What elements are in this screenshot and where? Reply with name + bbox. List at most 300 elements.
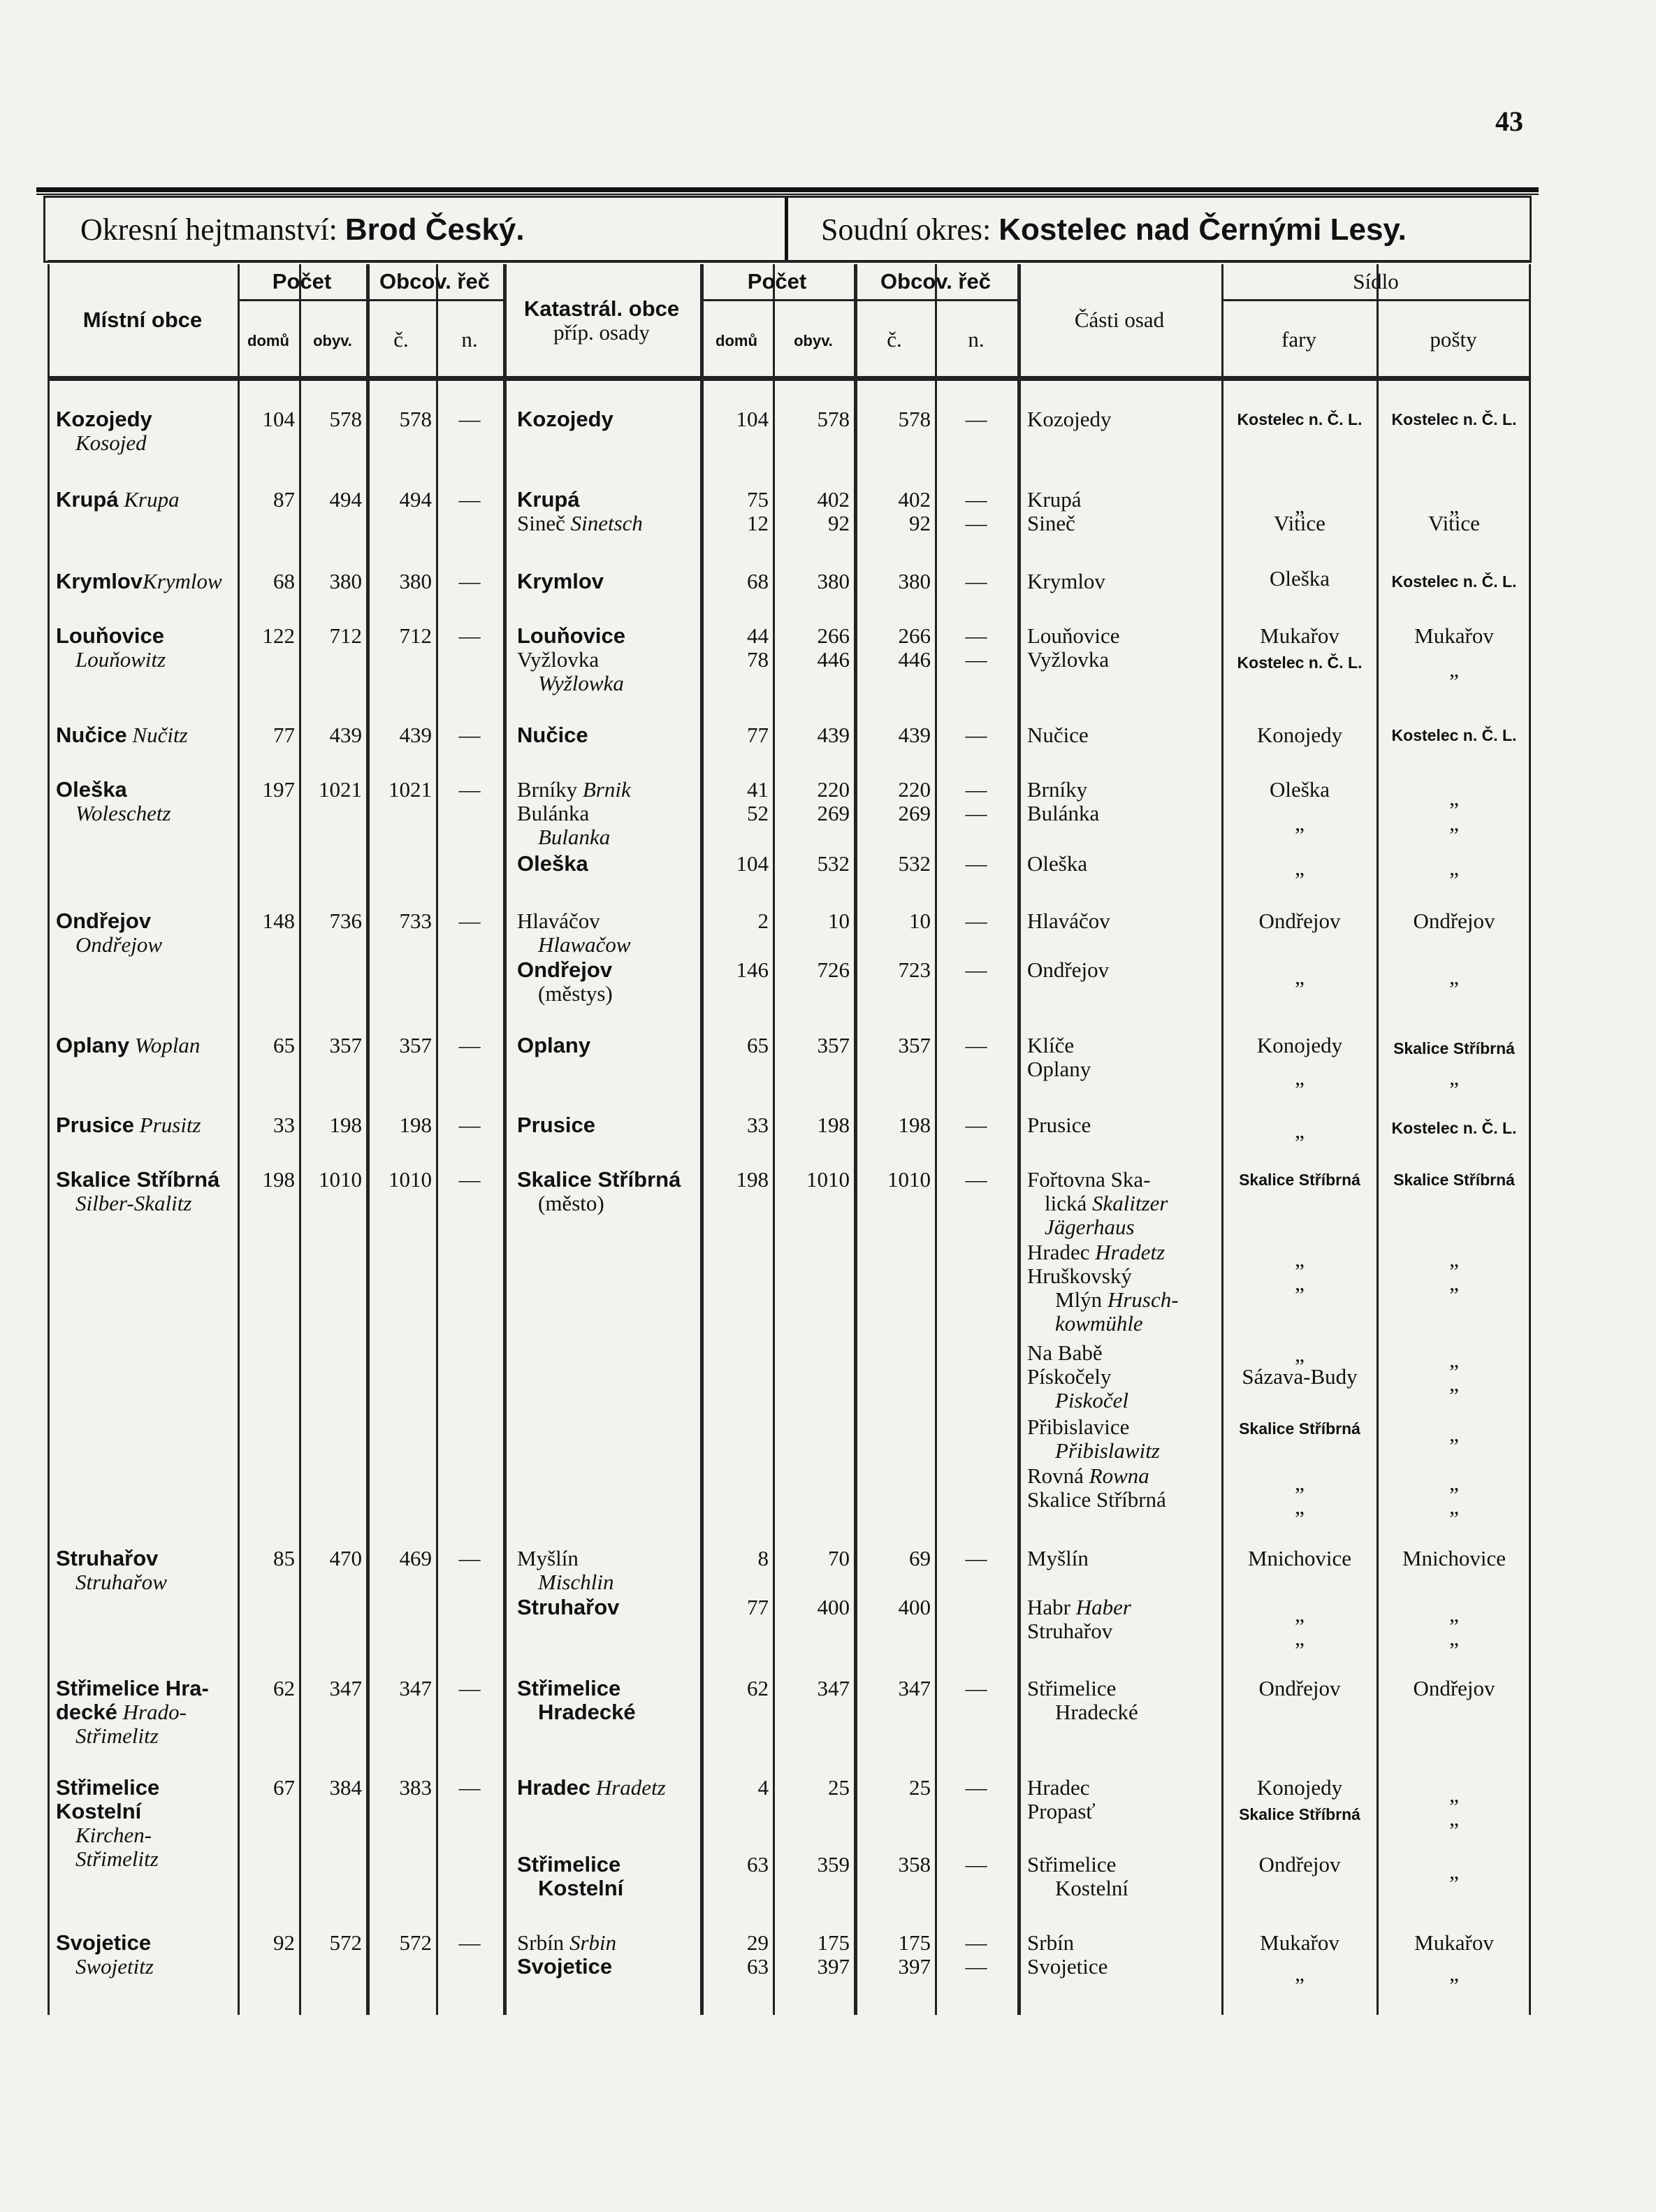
part-name: Prusice [1027,1113,1091,1137]
part-name: Vyžlovka [1027,647,1110,672]
cell-n: — [965,511,987,535]
part-name: Hradec [1027,1775,1090,1800]
seat-fara: „ [1295,1271,1305,1295]
cell-c: 723 [898,957,931,982]
cell-domu: 12 [747,511,769,535]
seat-fara: Kostelec n. Č. L. [1237,410,1363,428]
seat-fara: Ondřejov [1258,1852,1341,1877]
cadastral-german: Mischlin [538,1570,614,1594]
part-name: Struhařov [1027,1619,1113,1643]
seat-fara: „ [1295,1602,1305,1626]
cadastral-name: Sineč Sinetsch [517,511,643,535]
cell-c: 1010 [887,1167,931,1192]
cadastral-german: Hlawačow [538,932,631,957]
cadastral-german: Wyžlowka [538,671,624,695]
grid-line [48,264,50,2015]
cell-obyv: 446 [817,647,850,672]
seat-fara: Skalice Stříbrná [1239,1171,1360,1189]
seat-fara: Mukařov [1260,623,1339,648]
seat-posta: „ [1449,964,1459,989]
col-obcov-rec-2: Obcov. řeč [880,269,991,294]
seat-fara: „ [1295,855,1305,880]
cell-domu: 122 [262,623,295,648]
seat-posta: Mukařov [1414,1930,1494,1955]
part-name: Krymlov [1027,569,1105,593]
part-name: lická Skalitzer [1045,1191,1168,1215]
grid-line [1377,264,1379,2015]
grid-line [1221,264,1223,2015]
cell-obyv: 397 [817,1954,850,1979]
court-label: Soudní okres: [821,212,992,247]
cell-c: 494 [399,487,432,512]
seat-fara: „ [1295,1626,1305,1650]
seat-posta: „ [1449,1602,1459,1626]
seat-fara: Konojedy [1256,1033,1343,1057]
seat-posta: Mnichovice [1402,1546,1506,1570]
top-rule-thick [36,187,1539,192]
col-obyv: obyv. [313,332,352,349]
cell-c: 439 [399,723,432,747]
cell-domu: 148 [262,909,295,933]
cell-n: — [965,1775,987,1800]
seat-posta: „ [1449,1494,1459,1519]
cell-c: 439 [898,723,931,747]
cell-obyv: 198 [329,1113,362,1137]
cell-obyv: 25 [828,1775,850,1800]
cell-n: — [965,777,987,802]
col-obyv-2: obyv. [794,332,833,349]
col-katastral-2: příp. osady [553,320,650,345]
cell-domu: 146 [736,957,769,982]
cell-n: — [458,1676,481,1700]
cell-c: 733 [399,909,432,933]
part-german: kowmühle [1055,1311,1143,1336]
seat-fara: Skalice Stříbrná [1239,1805,1360,1823]
cadastral-name: Srbín Srbin [517,1930,617,1955]
cell-domu: 78 [747,647,769,672]
grid-line [48,260,1530,262]
cell-domu: 104 [736,851,769,876]
seat-fara: „ [1295,1247,1305,1271]
seat-posta: Vitice [1428,511,1480,535]
cell-obyv: 1010 [806,1167,850,1192]
seat-fara: Oleška [1269,777,1330,802]
page-number: 43 [1495,106,1523,137]
cell-c: 397 [898,1954,931,1979]
cell-domu: 44 [747,623,769,648]
seat-posta: „ [1449,493,1459,518]
cadastral-name: Kozojedy [517,407,613,431]
district-heading [80,212,525,247]
cell-obyv: 357 [329,1033,362,1057]
cadastral-name: Hradec Hradetz [517,1775,666,1800]
cadastral-note: (město) [538,1191,604,1215]
cell-n: — [965,851,987,876]
cell-obyv: 1021 [319,777,362,802]
part-name: Sineč [1027,511,1075,535]
cell-obyv: 92 [828,511,850,535]
cell-n: — [965,487,987,512]
part-name: Bulánka [1027,801,1100,825]
cell-c: 269 [898,801,931,825]
seat-fara: Ondřejov [1258,909,1341,933]
cell-c: 10 [909,909,931,933]
seat-fara: „ [1295,493,1305,518]
cell-n: — [965,1033,987,1057]
seat-posta: „ [1449,1859,1459,1884]
cell-domu: 85 [273,1546,295,1570]
seat-posta: „ [1449,855,1459,880]
cell-obyv: 439 [329,723,362,747]
grid-line [436,264,438,2015]
cell-c: 92 [909,511,931,535]
cadastral-name: Brníky Brnik [517,777,631,802]
cell-domu: 63 [747,1852,769,1877]
cell-obyv: 70 [828,1546,850,1570]
municipality-name: Prusice Prusitz [56,1113,201,1137]
seat-fara: „ [1295,1470,1305,1495]
cell-n: — [458,1033,481,1057]
municipality-name: Nučice Nučitz [56,723,188,747]
cell-c: 469 [399,1546,432,1570]
seat-fara: „ [1295,1494,1305,1519]
municipality-name: Ondřejov [56,909,152,933]
cadastral-name: Myšlín [517,1546,579,1570]
municipality-name: Louňovice [56,623,165,648]
cell-c: 578 [898,407,931,431]
part-name: Kozojedy [1027,407,1112,431]
cell-domu: 77 [747,1595,769,1619]
col-obcov-rec: Obcov. řeč [379,269,490,294]
cell-c: 358 [898,1852,931,1877]
cell-n: — [965,1852,987,1877]
cadastral-name: Struhařov [517,1595,620,1619]
part-name: Hruškovský [1027,1264,1132,1288]
seat-fara: Konojedy [1256,1775,1343,1800]
cadastral-name: Louňovice [517,623,626,648]
cell-n: — [458,569,481,593]
seat-fara: „ [1295,1118,1305,1143]
seat-fara: Vitice [1274,511,1325,535]
seat-posta: „ [1449,786,1459,810]
cell-obyv: 494 [329,487,362,512]
seat-posta: „ [1449,1470,1459,1495]
cell-domu: 52 [747,801,769,825]
seat-posta: „ [1449,1371,1459,1396]
cadastral-note: (městys) [538,981,613,1006]
cell-n: — [458,407,481,431]
cell-domu: 41 [747,777,769,802]
cadastral-name: Skalice Stříbrná [517,1167,681,1192]
part-name: Ondřejov [1027,957,1110,982]
cell-obyv: 347 [817,1676,850,1700]
municipality-name-cont: decké Hrado- [56,1700,187,1724]
cell-c: 175 [898,1930,931,1955]
seat-fara: „ [1295,811,1305,835]
cell-n: — [458,1113,481,1137]
cell-obyv: 532 [817,851,850,876]
grid-line [700,299,1019,301]
municipality-name-cont: Kostelní [56,1799,142,1823]
cell-domu: 65 [747,1033,769,1057]
seat-posta: Skalice Stříbrná [1393,1171,1515,1189]
cell-obyv: 380 [329,569,362,593]
municipality-german: Silber-Skalitz [75,1191,192,1215]
cell-domu: 77 [273,723,295,747]
part-name: Mlýn Hrusch- [1055,1287,1179,1312]
cell-n: — [965,909,987,933]
part-german: Přibislawitz [1055,1438,1160,1463]
cell-n: — [965,1546,987,1570]
part-name: Přibislavice [1027,1415,1130,1439]
grid-line [299,264,301,2015]
cell-c: 347 [399,1676,432,1700]
cell-obyv: 10 [828,909,850,933]
cadastral-name: Oleška [517,851,588,876]
municipality-name: Krupá Krupa [56,487,180,512]
seat-posta: „ [1449,1961,1459,1986]
cell-c: 1010 [388,1167,432,1192]
cadastral-name: Střimelice [517,1852,621,1877]
cell-obyv: 578 [817,407,850,431]
cell-n: — [965,569,987,593]
cell-obyv: 402 [817,487,850,512]
header-divider [785,198,788,262]
municipality-name: Struhařov [56,1546,159,1570]
cell-n: — [458,777,481,802]
cell-obyv: 736 [329,909,362,933]
cell-domu: 67 [273,1775,295,1800]
part-name: Pískočely [1027,1364,1112,1389]
part-name: Hradec Hradetz [1027,1240,1165,1264]
cell-c: 712 [399,623,432,648]
part-name: Nučice [1027,723,1089,747]
cell-n: — [458,1546,481,1570]
seat-posta: Kostelec n. Č. L. [1391,572,1517,591]
cadastral-name: Hlaváčov [517,909,600,933]
col-pocet: Počet [272,269,332,294]
col-fary: fary [1281,327,1316,352]
col-sidlo: Sídlo [1353,269,1399,294]
cell-c: 400 [898,1595,931,1619]
seat-fara: „ [1295,1065,1305,1090]
cell-obyv: 712 [329,623,362,648]
seat-fara: Mukařov [1260,1930,1339,1955]
col-katastral: Katastrál. obce [523,296,680,321]
seat-fara: Kostelec n. Č. L. [1237,653,1363,672]
cell-c: 347 [898,1676,931,1700]
cell-domu: 29 [747,1930,769,1955]
cell-domu: 8 [757,1546,769,1570]
cell-domu: 65 [273,1033,295,1057]
municipality-german: Střimelitz [75,1723,159,1748]
municipality-name: Skalice Stříbrná [56,1167,220,1192]
cadastral-name: Krymlov [517,569,604,593]
cell-c: 357 [898,1033,931,1057]
seat-fara: Konojedy [1256,723,1343,747]
col-domu: domů [247,332,289,349]
cell-c: 402 [898,487,931,512]
cadastral-name: Bulánka [517,801,590,825]
col-c-2: č. [887,327,902,352]
seat-posta: „ [1449,1626,1459,1650]
cadastral-name: Střimelice [517,1676,621,1700]
cell-obyv: 380 [817,569,850,593]
col-n-2: n. [968,327,985,352]
cell-domu: 198 [262,1167,295,1192]
part-name: Na Babě [1027,1340,1103,1365]
seat-fara: Ondřejov [1258,1676,1341,1700]
cell-n: — [965,623,987,648]
seat-fara: Sázava-Budy [1242,1364,1358,1389]
cell-obyv: 347 [329,1676,362,1700]
col-casti-osad: Části osad [1074,308,1165,332]
municipality-name: KrymlovKrymlow [56,569,222,593]
part-name: Myšlín [1027,1546,1089,1570]
municipality-german: Louňowitz [75,647,166,672]
seat-fara: Oleška [1269,566,1330,591]
cadastral-name: Ondřejov [517,957,613,982]
cell-obyv: 439 [817,723,850,747]
municipality-german: Střimelitz [75,1846,159,1871]
part-name: Oleška [1027,851,1088,876]
cell-domu: 62 [273,1676,295,1700]
part-name: Rovná Rowna [1027,1463,1149,1488]
cadastral-name-cont: Kostelní [538,1876,624,1900]
cell-c: 198 [399,1113,432,1137]
cell-obyv: 470 [329,1546,362,1570]
seat-posta: Kostelec n. Č. L. [1391,726,1517,744]
cell-n: — [965,723,987,747]
municipality-german: Woleschetz [75,801,171,825]
cell-obyv: 1010 [319,1167,362,1192]
cell-n: — [458,723,481,747]
municipality-german: Struhařow [75,1570,167,1594]
municipality-name: Svojetice [56,1930,152,1955]
cell-obyv: 726 [817,957,850,982]
part-name: Hlaváčov [1027,909,1110,933]
cell-c: 446 [898,647,931,672]
cell-domu: 197 [262,777,295,802]
seat-posta: „ [1449,1347,1459,1372]
seat-posta: „ [1449,1806,1459,1830]
seat-fara: Mnichovice [1247,1546,1352,1570]
col-c: č. [393,327,409,352]
seat-posta: „ [1449,1271,1459,1295]
cadastral-name: Prusice [517,1113,596,1137]
part-name: Brníky [1027,777,1088,802]
cell-domu: 198 [736,1167,769,1192]
cell-n: — [965,1167,987,1192]
cadastral-name: Oplany [517,1033,591,1057]
cadastral-name-cont: Hradecké [538,1700,636,1724]
part-name: Krupá [1027,487,1082,512]
cell-obyv: 572 [329,1930,362,1955]
cadastral-name: Svojetice [517,1954,613,1979]
cell-n: — [965,1930,987,1955]
grid-line [366,264,370,2015]
cell-domu: 75 [747,487,769,512]
seat-posta: Ondřejov [1413,1676,1495,1700]
cell-n: — [458,487,481,512]
cell-domu: 2 [757,909,769,933]
cell-n: — [458,1167,481,1192]
cell-c: 1021 [388,777,432,802]
seat-posta: Kostelec n. Č. L. [1391,410,1517,428]
cell-obyv: 578 [329,407,362,431]
cadastral-german: Bulanka [538,825,611,849]
seat-posta: „ [1449,1422,1459,1446]
cell-domu: 87 [273,487,295,512]
municipality-name: Oleška [56,777,127,802]
part-name: Hradecké [1055,1700,1138,1724]
cell-obyv: 266 [817,623,850,648]
cell-domu: 104 [262,407,295,431]
cell-domu: 68 [747,569,769,593]
grid-line [238,299,504,301]
court-value: Kostelec nad Černými Lesy. [998,212,1407,247]
part-german: Jägerhaus [1045,1215,1135,1239]
cell-obyv: 220 [817,777,850,802]
cell-c: 220 [898,777,931,802]
col-domu-2: domů [716,332,757,349]
cell-domu: 92 [273,1930,295,1955]
seat-fara: Skalice Stříbrná [1239,1419,1360,1438]
cell-obyv: 384 [329,1775,362,1800]
seat-posta: Mukařov [1414,623,1494,648]
seat-fara: „ [1295,964,1305,989]
cell-obyv: 175 [817,1930,850,1955]
cell-c: 380 [399,569,432,593]
municipality-name: Oplany Woplan [56,1033,201,1057]
cell-c: 357 [399,1033,432,1057]
seat-posta: „ [1449,657,1459,681]
district-label: Okresní hejtmanství: [80,212,337,247]
seat-fara: „ [1295,1342,1305,1366]
cell-n: — [458,909,481,933]
part-german: Piskočel [1055,1388,1129,1412]
cell-n: — [965,1676,987,1700]
cell-c: 532 [898,851,931,876]
part-name: Skalice Stříbrná [1027,1487,1166,1512]
municipality-name: Kozojedy [56,407,152,431]
cadastral-name: Krupá [517,487,580,512]
part-name: Střimelice [1027,1676,1117,1700]
cell-c: 25 [909,1775,931,1800]
cell-n: — [965,647,987,672]
grid-line [1017,264,1021,2015]
header-bottom-rule [48,376,1530,381]
municipality-name: Střimelice Hra- [56,1676,209,1700]
part-name: Srbín [1027,1930,1075,1955]
grid-line [503,264,507,2015]
part-name: Habr Haber [1027,1595,1131,1619]
seat-posta: „ [1449,811,1459,835]
cell-n: — [965,801,987,825]
col-n: n. [461,327,478,352]
part-name: Střimelice [1027,1852,1117,1877]
cell-domu: 4 [757,1775,769,1800]
cadastral-name: Nučice [517,723,588,747]
district-value: Brod Český. [344,212,525,247]
grid-line [1221,299,1530,301]
cell-domu: 33 [747,1113,769,1137]
seat-posta: Ondřejov [1413,909,1495,933]
part-name: Louňovice [1027,623,1120,648]
cell-c: 578 [399,407,432,431]
cell-obyv: 359 [817,1852,850,1877]
cell-n: — [458,1930,481,1955]
